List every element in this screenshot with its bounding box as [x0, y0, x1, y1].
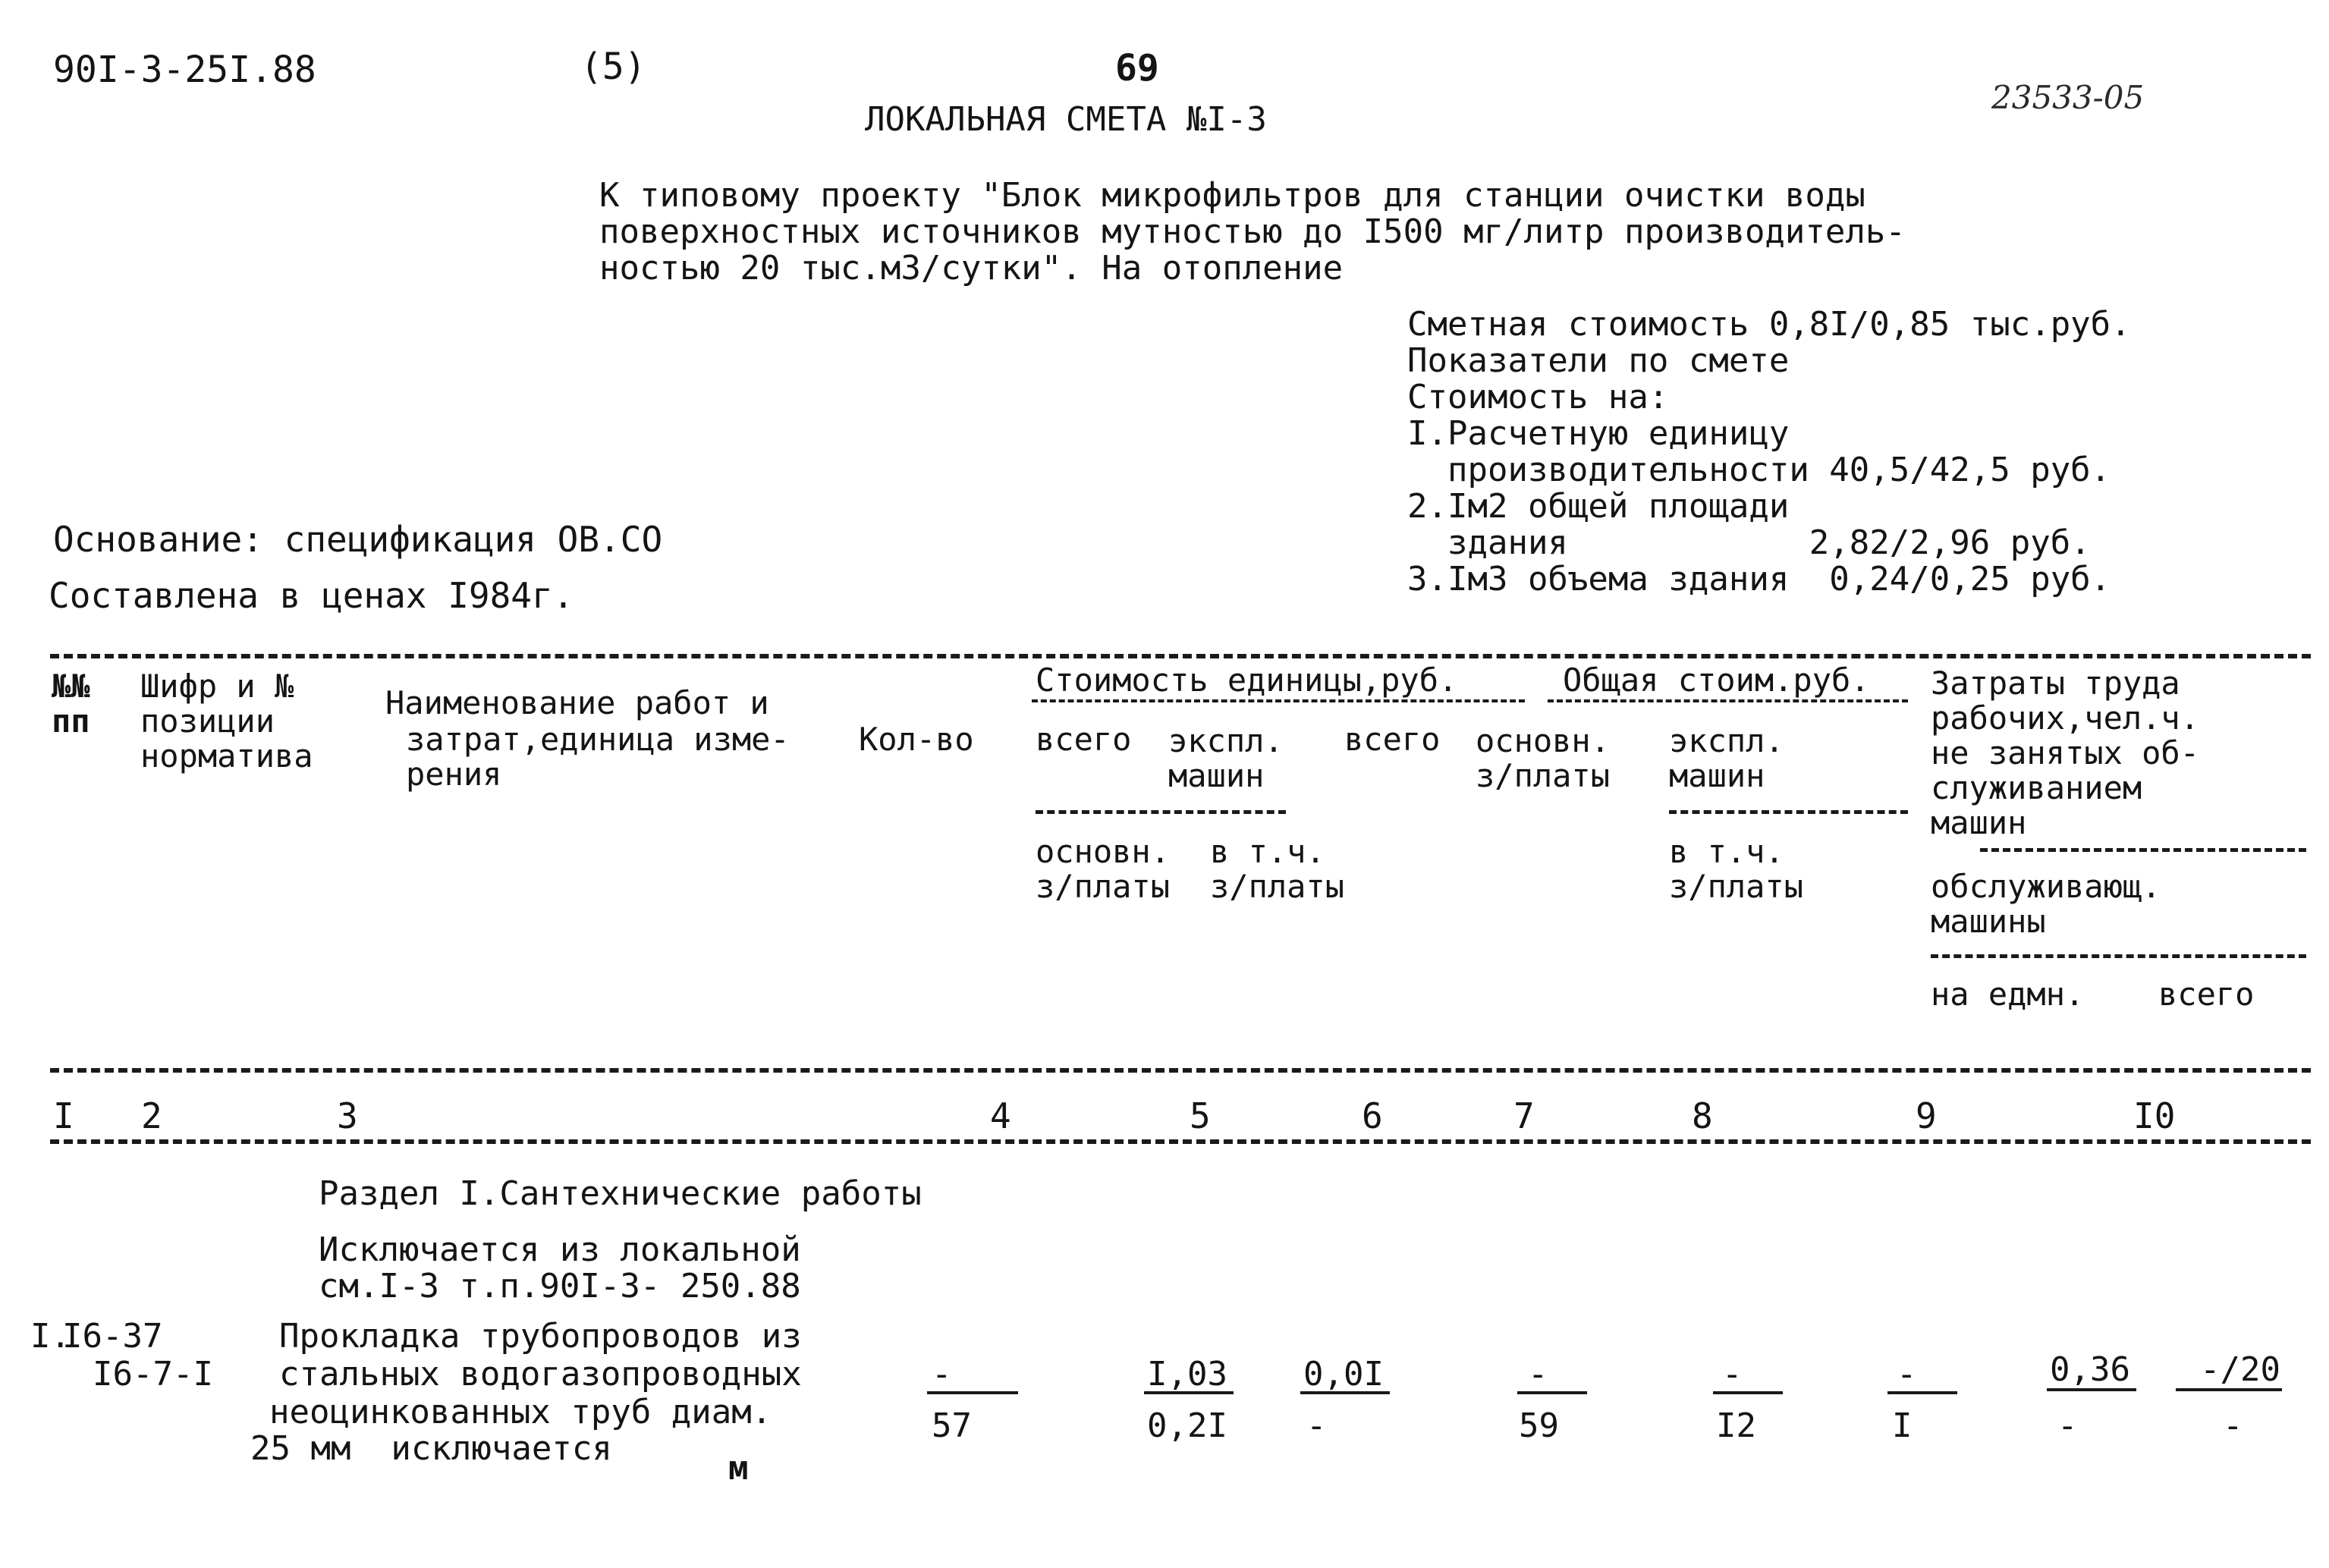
row1-total-machines-rule	[1887, 1391, 1957, 1394]
header-work-name-1: Наименование работ и	[385, 684, 769, 721]
row1-unit-total-bottom: 0,2I	[1147, 1406, 1227, 1445]
header-total-wages: основн. з/платы	[1476, 722, 1611, 794]
header-labor-service: обслуживающ. машины	[1931, 868, 2161, 940]
header-unit-wages: основн. з/платы	[1036, 833, 1171, 905]
row1-number: I.	[30, 1317, 71, 1356]
column-number-1: I	[53, 1095, 74, 1136]
header-total-wages-incl: в т.ч. з/платы	[1669, 833, 1804, 905]
header-unit-wages-incl: в т.ч. з/платы	[1210, 833, 1345, 905]
row1-unit-machines-rule	[1300, 1391, 1390, 1394]
row1-unit: м	[728, 1449, 749, 1488]
header-norm-code: Шифр и № позиции норматива	[140, 668, 313, 775]
indicator-1-label: I.Расчетную единицу	[1407, 414, 1790, 453]
header-total-cost-group: Общая стоим.руб.	[1563, 661, 1870, 699]
section-note-2: см.I-3 т.п.90I-3- 250.88	[319, 1267, 801, 1306]
row1-labor-total-bottom: -	[2223, 1406, 2243, 1445]
header-unit-subrule	[1036, 810, 1286, 814]
estimated-cost: Сметная стоимость 0,8I/0,85 тыс.руб.	[1407, 305, 2131, 344]
header-bottom-rule	[50, 1068, 2311, 1073]
header-labor-group: Затраты труда рабочих,чел.ч. не занятых об- служиванием машин	[1931, 665, 2200, 841]
row1-name-1: Прокладка трубопроводов из	[279, 1317, 802, 1356]
column-number-4: 4	[990, 1095, 1011, 1136]
header-total-cost-underline	[1548, 699, 1908, 702]
header-row-number: №№ пп	[52, 668, 90, 740]
project-description-line-2: поверхностных источников мутностью до I500 мг/литр производитель-	[599, 212, 1906, 251]
row1-total-wages-bottom: I2	[1716, 1406, 1756, 1445]
header-total-machines: экспл. машин	[1669, 722, 1784, 794]
inventory-number: 23533-05	[1991, 79, 2145, 116]
row1-name-4: 25 мм исключается	[250, 1429, 612, 1468]
header-labor-total: всего	[2158, 976, 2255, 1013]
row1-qty-top: -	[932, 1355, 952, 1394]
indicator-2-label: 2.Iм2 общей площади	[1407, 487, 1790, 526]
row1-unit-machines-bottom: -	[1306, 1406, 1327, 1445]
header-unit-machines: экспл. машин	[1168, 722, 1284, 794]
indicator-1-value: производительности 40,5/42,5 руб.	[1407, 451, 2111, 489]
row1-labor-unit-top: 0,36	[2050, 1350, 2130, 1389]
estimate-title: ЛОКАЛЬНАЯ СМЕТА №I-3	[865, 100, 1267, 139]
header-labor-subrule	[1980, 848, 2306, 852]
row1-total-machines-top: -	[1897, 1355, 1917, 1394]
row1-code-2: I6-7-I	[93, 1355, 213, 1394]
row1-labor-total-top: -/20	[2200, 1350, 2280, 1389]
row1-qty-rule	[927, 1391, 1018, 1394]
row1-qty-bottom: 57	[932, 1406, 972, 1445]
table-top-rule	[50, 654, 2311, 658]
column-number-6: 6	[1362, 1095, 1383, 1136]
column-number-7: 7	[1513, 1095, 1535, 1136]
indicator-3-value: 3.Iм3 объема здания 0,24/0,25 руб.	[1407, 560, 2111, 599]
column-number-8: 8	[1692, 1095, 1713, 1136]
project-description-line-1: К типовому проекту "Блок микрофильтров для станции очистки воды	[599, 176, 1865, 215]
header-labor-subrule-2	[1931, 954, 2306, 958]
row1-total-machines-bottom: I	[1892, 1406, 1913, 1445]
row1-unit-total-top: I,03	[1147, 1355, 1227, 1394]
row1-unit-machines-top: 0,0I	[1303, 1355, 1384, 1394]
header-unit-total: всего	[1036, 721, 1132, 758]
header-work-name-2: затрат,единица изме-	[406, 721, 790, 758]
row1-total-bottom: 59	[1519, 1406, 1559, 1445]
cost-per-heading: Стоимость на:	[1407, 378, 1669, 416]
header-total-subrule	[1669, 810, 1908, 814]
row1-unit-total-rule	[1144, 1391, 1234, 1394]
price-level-line: Составлена в ценах I984г.	[49, 575, 574, 616]
row1-labor-unit-bottom: -	[2057, 1406, 2078, 1445]
row1-name-3: неоцинкованных труб диам.	[269, 1393, 772, 1431]
header-quantity: Кол-во	[859, 721, 974, 758]
row1-code-1: I6-37	[62, 1317, 163, 1356]
row1-total-rule	[1517, 1391, 1587, 1394]
column-number-9: 9	[1916, 1095, 1937, 1136]
sheet-number: (5)	[580, 46, 646, 88]
row1-labor-unit-rule	[2047, 1388, 2136, 1391]
document-code: 90I-3-25I.88	[53, 49, 316, 91]
project-description-line-3: ностью 20 тыс.м3/сутки". На отопление	[599, 249, 1344, 288]
header-unit-cost-underline	[1032, 699, 1525, 702]
basis-line: Основание: спецификация ОВ.СО	[53, 519, 663, 560]
indicator-2-value: здания 2,82/2,96 руб.	[1407, 523, 2091, 562]
column-numbers-rule	[50, 1139, 2311, 1144]
column-number-5: 5	[1190, 1095, 1211, 1136]
row1-name-2: стальных водогазопроводных	[279, 1355, 802, 1394]
row1-total-wages-top: -	[1722, 1355, 1743, 1394]
column-number-10: I0	[2133, 1095, 2176, 1136]
row1-total-wages-rule	[1713, 1391, 1783, 1394]
header-work-name-3: рения	[406, 756, 502, 793]
indicators-heading: Показатели по смете	[1407, 341, 1790, 380]
page-number: 69	[1115, 47, 1159, 90]
header-unit-cost-group: Стоимость единицы,руб.	[1036, 661, 1458, 699]
column-number-2: 2	[141, 1095, 162, 1136]
header-labor-per-unit: на едмн.	[1931, 976, 2085, 1013]
header-total-total: всего	[1344, 721, 1441, 758]
row1-labor-total-rule	[2176, 1388, 2282, 1391]
section-title: Раздел I.Сантехнические работы	[319, 1174, 922, 1213]
row1-total-top: -	[1528, 1355, 1548, 1394]
section-note-1: Исключается из локальной	[319, 1230, 801, 1269]
column-number-3: 3	[337, 1095, 358, 1136]
